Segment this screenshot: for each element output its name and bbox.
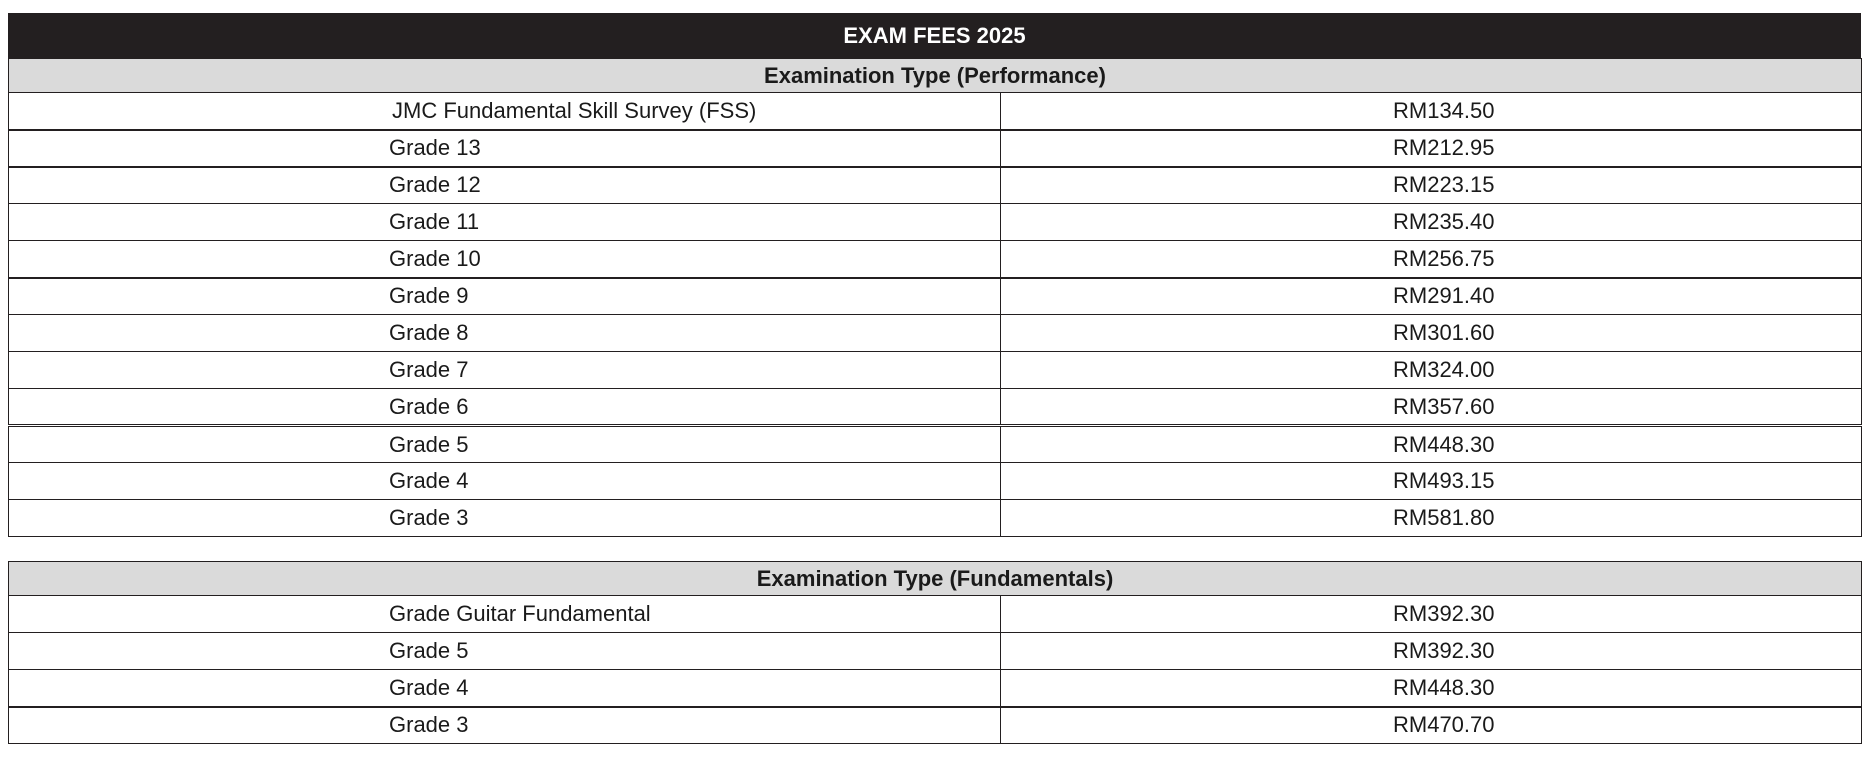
table-row bbox=[9, 204, 1862, 241]
exam-name-cell: Grade 10 bbox=[9, 241, 1001, 278]
exam-name-cell: Grade 11 bbox=[9, 204, 1001, 241]
fee-cell: RM256.75 bbox=[1001, 241, 1862, 278]
fee-cell: RM581.80 bbox=[1001, 500, 1862, 537]
fee-cell: RM357.60 bbox=[1001, 389, 1862, 426]
section-header-row bbox=[9, 562, 1862, 596]
exam-name-cell: Grade 4 bbox=[9, 463, 1001, 500]
fee-cell: RM212.95 bbox=[1001, 130, 1862, 167]
exam-name-cell: Grade 4 bbox=[9, 670, 1001, 707]
exam-name-cell: Grade 9 bbox=[9, 278, 1001, 315]
exam-name-cell: Grade 6 bbox=[9, 389, 1001, 426]
table-row bbox=[9, 389, 1862, 426]
section-spacer bbox=[8, 537, 1861, 561]
performance-fee-table bbox=[8, 58, 1862, 537]
table-row bbox=[9, 500, 1862, 537]
exam-name-cell: Grade 8 bbox=[9, 315, 1001, 352]
table-row bbox=[9, 278, 1862, 315]
exam-name-cell: Grade 12 bbox=[9, 167, 1001, 204]
section-heading: Examination Type (Fundamentals) bbox=[9, 562, 1862, 596]
fee-cell: RM235.40 bbox=[1001, 204, 1862, 241]
table-row bbox=[9, 241, 1862, 278]
table-row bbox=[9, 463, 1862, 500]
exam-name-cell: Grade 5 bbox=[9, 633, 1001, 670]
fee-cell: RM448.30 bbox=[1001, 670, 1862, 707]
exam-name-cell: JMC Fundamental Skill Survey (FSS) bbox=[9, 93, 1001, 130]
table-row bbox=[9, 707, 1862, 744]
table-row bbox=[9, 352, 1862, 389]
fee-cell: RM493.15 bbox=[1001, 463, 1862, 500]
table-row bbox=[9, 315, 1862, 352]
fee-cell: RM223.15 bbox=[1001, 167, 1862, 204]
exam-fees-sheet bbox=[8, 13, 1861, 744]
fee-cell: RM301.60 bbox=[1001, 315, 1862, 352]
table-row bbox=[9, 670, 1862, 707]
section-header-row bbox=[9, 59, 1862, 93]
performance-fee-rows bbox=[9, 93, 1862, 537]
exam-name-cell: Grade 7 bbox=[9, 352, 1001, 389]
fee-cell: RM134.50 bbox=[1001, 93, 1862, 130]
exam-name-cell: Grade Guitar Fundamental bbox=[9, 596, 1001, 633]
fee-cell: RM291.40 bbox=[1001, 278, 1862, 315]
fundamentals-fee-table bbox=[8, 561, 1862, 744]
table-row bbox=[9, 426, 1862, 463]
table-row bbox=[9, 93, 1862, 130]
page-title: EXAM FEES 2025 bbox=[8, 13, 1861, 58]
fundamentals-fee-rows bbox=[9, 596, 1862, 744]
fee-cell: RM324.00 bbox=[1001, 352, 1862, 389]
exam-name-cell: Grade 13 bbox=[9, 130, 1001, 167]
table-row bbox=[9, 633, 1862, 670]
exam-name-cell: Grade 3 bbox=[9, 500, 1001, 537]
fee-cell: RM392.30 bbox=[1001, 633, 1862, 670]
exam-name-cell: Grade 5 bbox=[9, 426, 1001, 463]
exam-name-cell: Grade 3 bbox=[9, 707, 1001, 744]
table-row bbox=[9, 596, 1862, 633]
fee-cell: RM392.30 bbox=[1001, 596, 1862, 633]
fee-cell: RM448.30 bbox=[1001, 426, 1862, 463]
table-row bbox=[9, 130, 1862, 167]
table-row bbox=[9, 167, 1862, 204]
section-heading: Examination Type (Performance) bbox=[9, 59, 1862, 93]
fee-cell: RM470.70 bbox=[1001, 707, 1862, 744]
